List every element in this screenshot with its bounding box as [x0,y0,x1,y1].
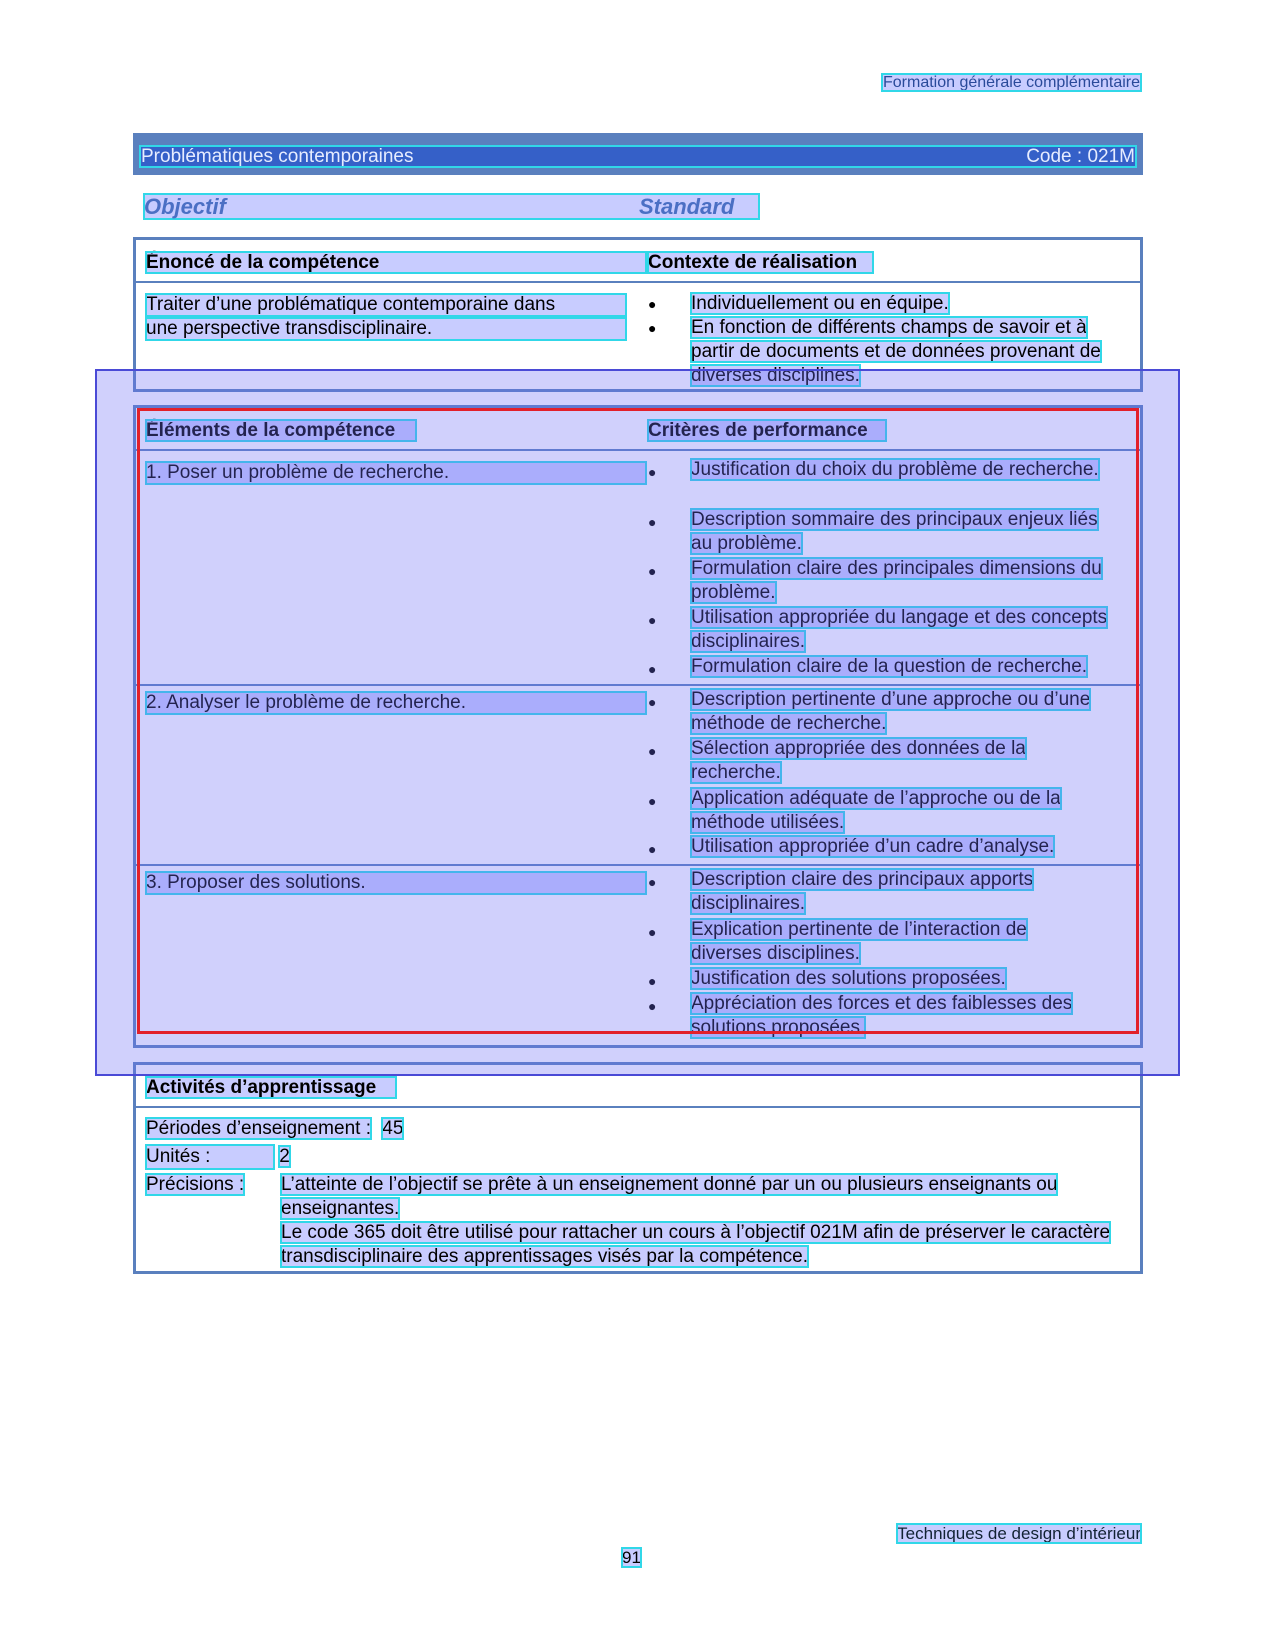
criterion-1-3: Formulation claire des principales dimensions du problème. [691,558,1102,603]
bullet: ● [648,874,657,890]
details-text-1: L’atteinte de l’objectif se prête à un enseignement donné par un ou plusieurs enseignants ou enseignantes. [281,1174,1058,1219]
criterion-3-1: Description claire des principaux apports disciplinaires. [691,869,1034,914]
criterion-1-1: Justification du choix du problème de recherche. [691,459,1099,480]
activities-heading: Activités d’apprentissage [146,1077,396,1098]
activities-box [133,1062,1143,1274]
context-heading: Contexte de réalisation [648,252,873,273]
bullet: ● [648,464,657,480]
criterion-1-2: Description sommaire des principaux enjeux liés au problème. [691,509,1098,554]
context-item-2: En fonction de différents champs de savoir et à partir de documents et de données provenant de diverses disciplines. [691,317,1101,386]
course-code: Code : 021M [1026,146,1135,167]
criterion-3-3: Justification des solutions proposées. [691,968,1006,989]
element-3-label: 3. Proposer des solutions. [146,872,646,894]
periods-row [146,1117,403,1141]
element-1-label: 1. Poser un problème de recherche. [146,462,646,484]
bullet: ● [648,563,657,579]
objective-row [144,194,759,219]
bullet: ● [648,998,657,1014]
criterion-3-2: Explication pertinente de l’interaction de diverses disciplines. [691,919,1027,964]
periods-label: Périodes d’enseignement : [146,1118,371,1139]
criterion-1-4: Utilisation appropriée du langage et des concepts disciplinaires. [691,607,1108,652]
criterion-2-1: Description pertinente d’une approche ou d’une méthode de recherche. [691,689,1091,734]
title-bar [133,133,1143,175]
bullet: ● [648,973,657,989]
details-row [146,1173,244,1197]
bullet: ● [648,296,657,312]
row-divider [136,864,1140,866]
bullet: ● [648,841,657,857]
criterion-1-5: Formulation claire de la question de recherche. [691,656,1088,677]
running-header: Formation générale complémentaire [882,74,1140,91]
bullet: ● [648,793,657,809]
bullet: ● [648,514,657,530]
competence-statement-line1: Traiter d’une problématique contemporaine dans [146,294,626,316]
context-item-1: Individuellement ou en équipe. [691,293,949,314]
criterion-3-4: Appréciation des forces et des faiblesses des solutions proposées. [691,993,1073,1038]
criterion-2-4: Utilisation appropriée d’un cadre d’analyse. [691,836,1055,857]
elements-heading: Éléments de la compétence [146,420,416,441]
competence-statement-heading: Énoncé de la compétence [146,252,646,273]
bullet: ● [648,924,657,940]
criterion-2-3: Application adéquate de l’approche ou de la méthode utilisées. [691,788,1061,833]
details-text-2: Le code 365 doit être utilisé pour rattacher un cours à l’objectif 021M afin de préserver le caractère transdisciplinaire des apprentissages visés par la compétence. [281,1222,1111,1267]
competence-box [133,237,1143,392]
periods-value: 45 [382,1118,404,1139]
criterion-2-2: Sélection appropriée des données de la recherche. [691,738,1026,783]
details-label: Précisions : [146,1174,245,1195]
course-title: Problématiques contemporaines [141,146,414,167]
bullet: ● [648,661,657,677]
objectif-label: Objectif [144,193,226,219]
page-number: 91 [622,1548,641,1567]
bullet: ● [648,743,657,759]
criteria-heading: Critères de performance [648,420,886,441]
standard-label: Standard [639,193,735,219]
units-row [146,1145,290,1169]
bullet: ● [648,694,657,710]
row-divider [136,684,1140,686]
competence-statement-line2: une perspective transdisciplinaire. [146,318,626,340]
bullet: ● [648,320,657,336]
element-2-label: 2. Analyser le problème de recherche. [146,692,646,714]
units-value: 2 [279,1146,290,1167]
bullet: ● [648,612,657,628]
units-label: Unités : [146,1145,274,1169]
footer-program: Techniques de design d’intérieur [897,1524,1141,1543]
elements-box [133,405,1143,1048]
